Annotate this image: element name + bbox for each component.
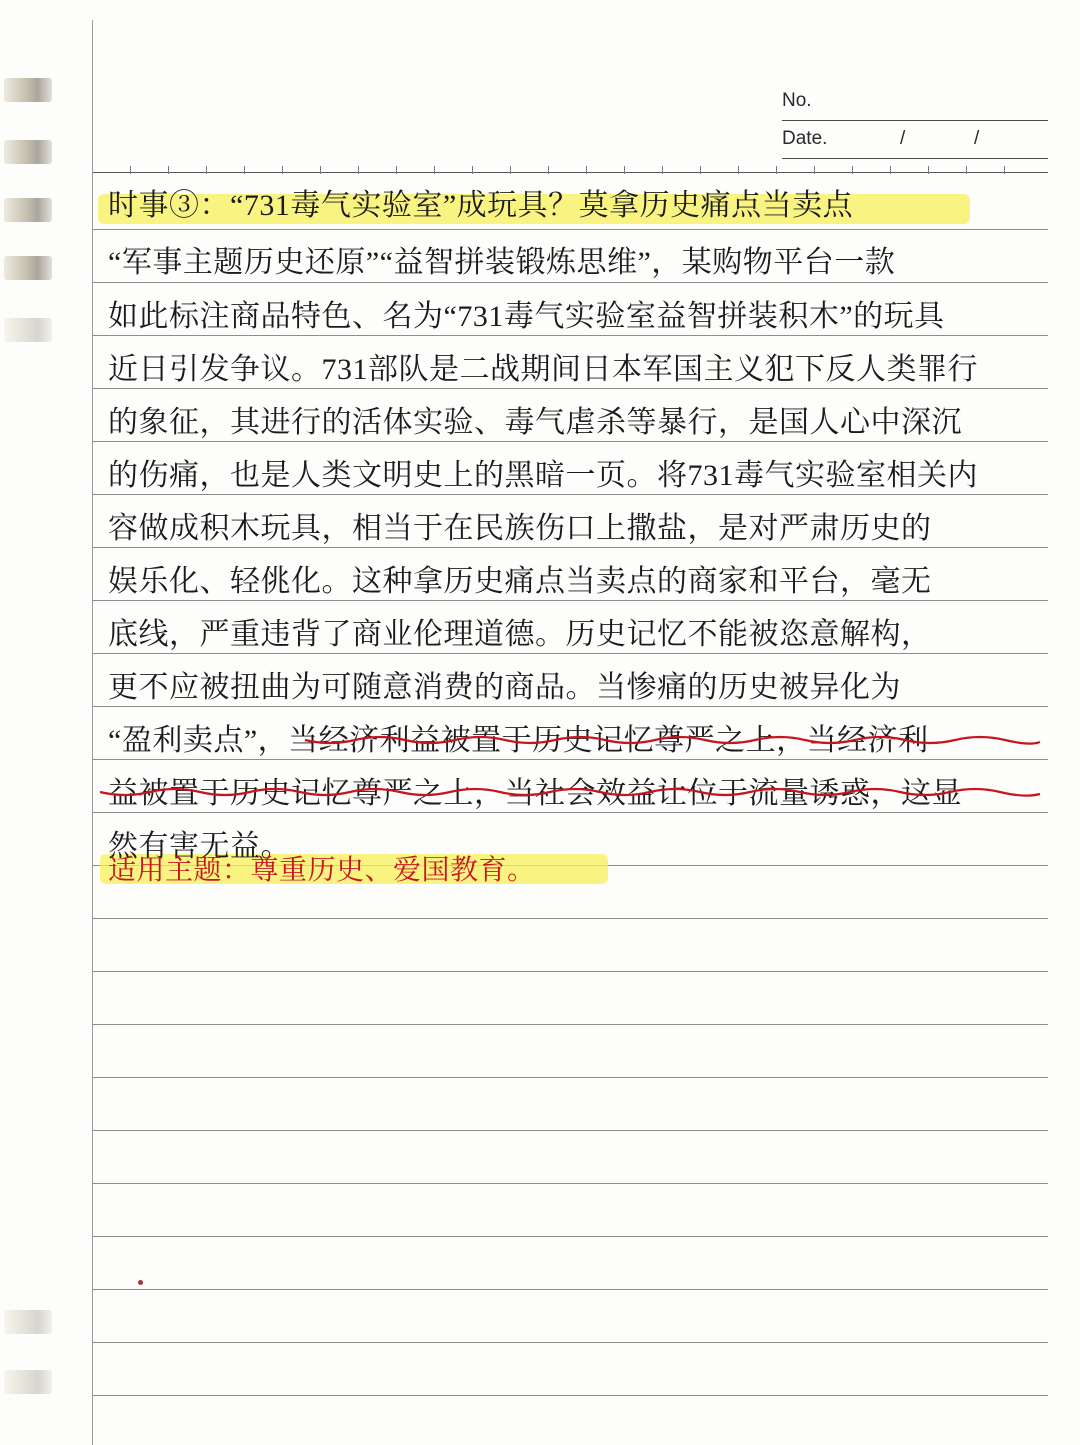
note-line-12: 然有害无益。 xyxy=(108,830,291,863)
note-line-6: 容做成积木玩具，相当于在民族伤口上撒盐，是对严肃历史的 xyxy=(108,512,932,545)
no-label: No. xyxy=(782,90,812,111)
note-line-11: 益被置于历史记忆尊严之上，当社会效益让位于流量诱惑，这显 xyxy=(108,777,962,810)
note-line-4: 的象征，其进行的活体实验、毒气虐杀等暴行，是国人心中深沉 xyxy=(108,406,962,439)
note-line-3: 近日引发争议。731部队是二战期间日本军国主义犯下反人类罪行 xyxy=(108,353,978,386)
note-line-1: “军事主题历史还原”“益智拼装锻炼思维”，某购物平台一款 xyxy=(108,246,896,279)
note-line-10: “盈利卖点”，当经济利益被置于历史记忆尊严之上，当经济利 xyxy=(108,724,929,757)
note-title: 时事③：“731毒气实验室”成玩具？莫拿历史痛点当卖点 xyxy=(108,189,854,222)
date-separator-1: / xyxy=(900,128,906,149)
date-label: Date. xyxy=(782,128,828,149)
note-line-5: 的伤痛，也是人类文明史上的黑暗一页。将731毒气实验室相关内 xyxy=(108,459,978,492)
note-line-2: 如此标注商品特色、名为“731毒气实验室益智拼装积木”的玩具 xyxy=(108,300,945,333)
date-separator-2: / xyxy=(974,128,980,149)
note-line-9: 更不应被扭曲为可随意消费的商品。当惨痛的历史被异化为 xyxy=(108,671,901,704)
ink-dot xyxy=(138,1280,143,1285)
theme-line: 适用主题：尊重历史、爱国教育。 xyxy=(108,855,536,886)
note-line-7: 娱乐化、轻佻化。这种拿历史痛点当卖点的商家和平台，毫无 xyxy=(108,565,932,598)
note-line-8: 底线，严重违背了商业伦理道德。历史记忆不能被恣意解构， xyxy=(108,618,932,651)
